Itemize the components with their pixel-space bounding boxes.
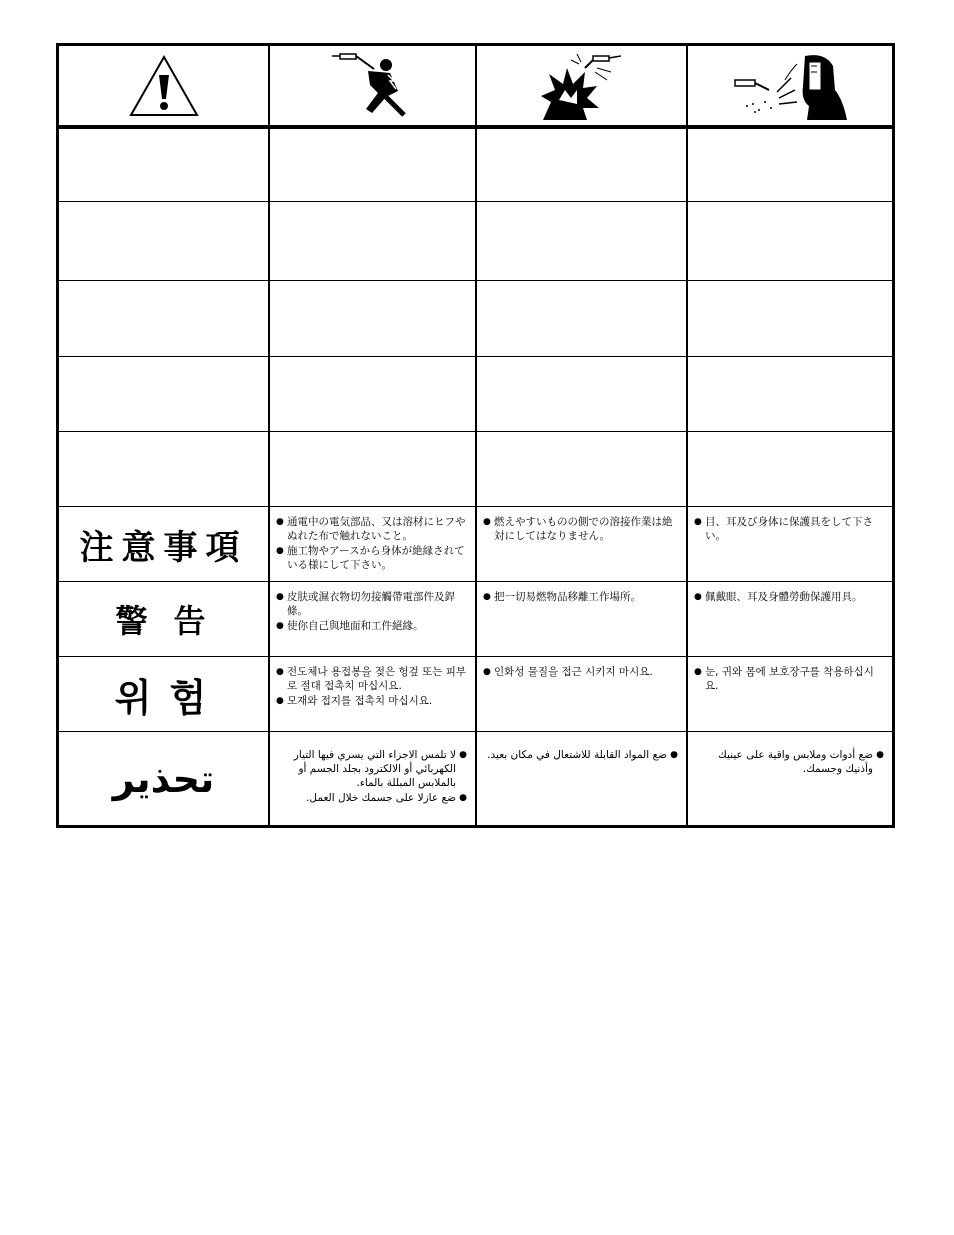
language-label-chinese: 警告 <box>115 602 232 640</box>
warning-text-fire-ar <box>477 732 686 825</box>
list-item: ● لا تلمس الاجزاء التي يسري فيها التيار الكهربائي أو الالكترود بجلد الجسم أو بالملابس المبللة بالماء. <box>278 748 467 790</box>
list-item: ● ضع عازلا على جسمك خلال العمل. <box>278 791 467 805</box>
list-item: ● 燃えやすいものの側での溶接作業は絶対にしてはなりません。 <box>483 515 680 543</box>
safety-warning-table <box>56 43 895 828</box>
warning-text-fire-ko <box>477 657 686 731</box>
warning-text-fire-zh <box>477 582 686 656</box>
list-item: ● ضع أدوات وملابس واقية على عينيك وأذنيك وجسمك. <box>696 748 884 776</box>
warning-text-arc-rays-jp <box>688 507 892 581</box>
warning-text-electric-shock-ko <box>270 657 475 731</box>
warning-text-electric-shock-jp <box>270 507 475 581</box>
list-item: ● 施工物やアースから身体が絶縁されている様にして下さい。 <box>276 544 469 572</box>
list-item: ● 使你自己與地面和工件絕緣。 <box>276 619 469 633</box>
language-label-japanese: 注意事項 <box>79 527 248 568</box>
list-item: ● 佩戴眼、耳及身體勞動保護用具。 <box>694 590 886 604</box>
electric-shock-icon <box>270 46 475 125</box>
list-item: ● 目、耳及び身体に保護具をして下さい。 <box>694 515 886 543</box>
list-item: ● 전도체나 용접봉을 젖은 헝겊 또는 피부로 절대 접촉치 마십시요. <box>276 665 469 693</box>
warning-text-electric-shock-ar <box>270 732 475 825</box>
list-item: ● 인화성 물질을 접근 시키지 마시요. <box>483 665 680 679</box>
language-label-korean: 위험 <box>114 675 225 720</box>
list-item: ● ضع المواد القابلة للاشتعال في مكان بعيد. <box>485 748 678 762</box>
warning-text-electric-shock-zh <box>270 582 475 656</box>
warning-text-fire-jp <box>477 507 686 581</box>
list-item: ● 모재와 접지를 접촉치 마십시요. <box>276 694 469 708</box>
list-item: ● 皮肤或濕衣物切勿接觸帶電部件及銲條。 <box>276 590 469 618</box>
warning-text-arc-rays-zh <box>688 582 892 656</box>
list-item: ● 通電中の電気部品、又は溶材にヒフやぬれた布で触れないこと。 <box>276 515 469 543</box>
list-item: ● 눈, 귀와 몸에 보호장구를 착용하십시요. <box>694 665 886 693</box>
list-item: ● 把一切易燃物品移離工作場所。 <box>483 590 680 604</box>
warning-text-arc-rays-ar <box>688 732 892 825</box>
arc-rays-welding-helmet-icon <box>688 46 892 125</box>
language-label-arabic: تحذير <box>112 756 215 801</box>
warning-text-arc-rays-ko <box>688 657 892 731</box>
warning-triangle-icon <box>59 46 268 125</box>
fire-explosion-icon <box>477 46 686 125</box>
